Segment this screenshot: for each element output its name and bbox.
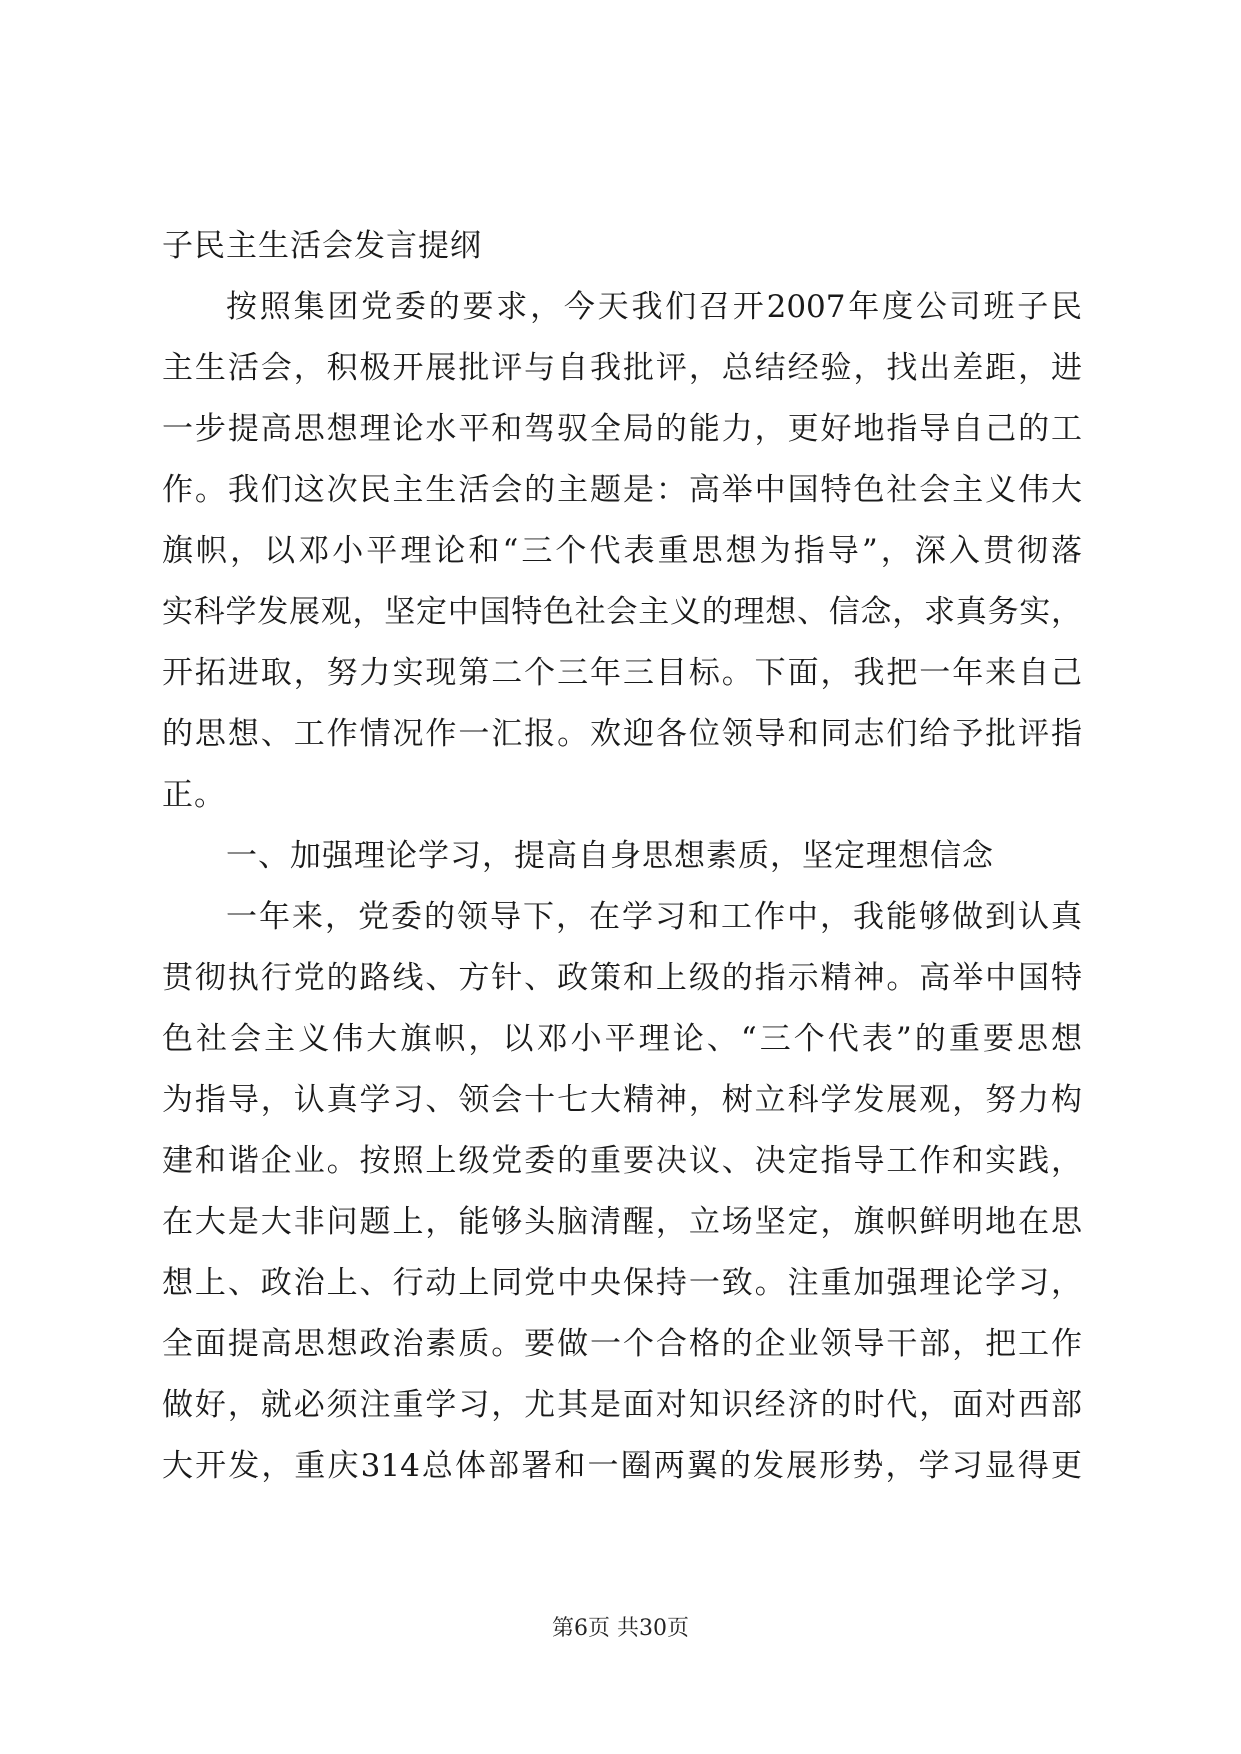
paragraph-line: 大开发，重庆314总体部署和一圈两翼的发展形势，学习显得更 xyxy=(162,1448,1082,1484)
paragraph-line: 主生活会，积极开展批评与自我批评，总结经验，找出差距，进 xyxy=(162,350,1082,386)
section-heading: 一、加强理论学习，提高自身思想素质，坚定理想信念 xyxy=(226,838,994,874)
document-body xyxy=(162,216,1082,1497)
paragraph-line: 旗帜，以邓小平理论和“三个代表重思想为指导”，深入贯彻落 xyxy=(162,533,1082,569)
paragraph-line: 建和谐企业。按照上级党委的重要决议、决定指导工作和实践， xyxy=(162,1143,1082,1179)
paragraph-line: 全面提高思想政治素质。要做一个合格的企业领导干部，把工作 xyxy=(162,1326,1082,1362)
paragraph-line: 开拓进取，努力实现第二个三年三目标。下面，我把一年来自己 xyxy=(162,655,1082,691)
paragraph-line: 按照集团党委的要求，今天我们召开2007年度公司班子民 xyxy=(226,289,1082,325)
paragraph-line: 作。我们这次民主生活会的主题是：高举中国特色社会主义伟大 xyxy=(162,472,1082,508)
paragraph-line: 子民主生活会发言提纲 xyxy=(162,228,482,264)
paragraph-line: 正。 xyxy=(162,777,226,813)
paragraph-line: 实科学发展观，坚定中国特色社会主义的理想、信念，求真务实， xyxy=(162,594,1082,630)
paragraph-line: 的思想、工作情况作一汇报。欢迎各位领导和同志们给予批评指 xyxy=(162,716,1082,752)
paragraph-line: 一步提高思想理论水平和驾驭全局的能力，更好地指导自己的工 xyxy=(162,411,1082,447)
paragraph-line: 贯彻执行党的路线、方针、政策和上级的指示精神。高举中国特 xyxy=(162,960,1082,996)
paragraph-line: 一年来，党委的领导下，在学习和工作中，我能够做到认真 xyxy=(226,899,1082,935)
paragraph-line: 想上、政治上、行动上同党中央保持一致。注重加强理论学习， xyxy=(162,1265,1082,1301)
paragraph-line: 色社会主义伟大旗帜，以邓小平理论、“三个代表”的重要思想 xyxy=(162,1021,1082,1057)
page-number-footer: 第6页 共30页 xyxy=(552,1616,689,1641)
paragraph-line: 在大是大非问题上，能够头脑清醒，立场坚定，旗帜鲜明地在思 xyxy=(162,1204,1082,1240)
paragraph-line: 为指导，认真学习、领会十七大精神，树立科学发展观，努力构 xyxy=(162,1082,1082,1118)
paragraph-line: 做好，就必须注重学习，尤其是面对知识经济的时代，面对西部 xyxy=(162,1387,1082,1423)
